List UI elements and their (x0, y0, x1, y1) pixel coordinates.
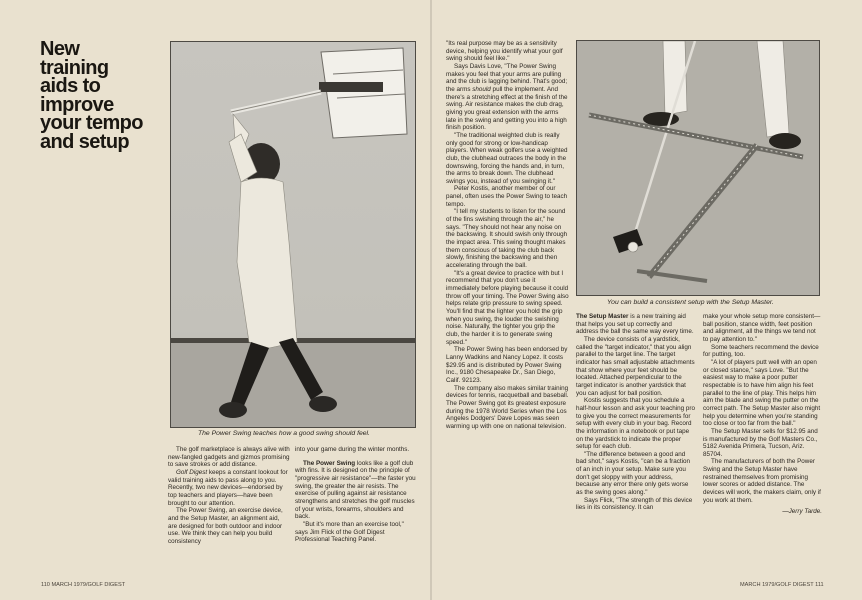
paragraph: The golf marketplace is always alive with new-fangled gadgets and gizmos promising to save strokes or add distance. (168, 446, 290, 469)
headline-line: your tempo (40, 112, 143, 134)
article-headline (40, 40, 170, 151)
author-signature: —Jerry Tarde. (782, 508, 822, 516)
headline-line: and setup (40, 130, 130, 153)
paragraph: Some teachers recommend the device for putting, too. (703, 343, 819, 359)
paragraph: "It's a great device to practice with but I recommend that you don't use it immediately before playing because it could throw off your timing. The Power Swing also helps relate grip pressure to swing speed. You'll find that the lighter you hold the grip when you swing, the louder the swishing noise. Naturally, the tighter you grip the club, the harder it is to generate swing speed." (446, 269, 569, 346)
article-column-5 (703, 313, 822, 516)
caption-setup-master: You can build a consistent setup with the Setup Master. (607, 299, 774, 306)
paragraph-text: Says Davis Love, "The Power Swing makes you feel that your arms are pulling and the club is lagging behind. That's good; the arms (446, 62, 568, 93)
paragraph: into your game during the winter months. (295, 446, 410, 453)
paragraph-text: pull the implement. And there's a stretching effect at the finish of the swing. Air resistance makes the club drag, giving you great extension with the arms late in the swing and getting you into a high finish position. (446, 85, 568, 132)
power-swing-photo (170, 41, 416, 428)
folio-right: MARCH 1979/GOLF DIGEST 111 (740, 582, 824, 588)
folio-left: 110 MARCH 1979/GOLF DIGEST (41, 582, 126, 588)
paragraph: The Power Swing has been endorsed by Lanny Wadkins and Nancy Lopez. It costs $29.95 and is distributed by Power Swing Inc., 9180 Chesapeake Dr., San Diego, Calif. 92123. (446, 346, 568, 384)
page-gutter (430, 0, 432, 600)
headline-line: aids to (40, 75, 101, 97)
article-column-4 (576, 313, 696, 512)
paragraph (295, 460, 417, 521)
article-column-2 (295, 446, 417, 544)
headline-line: improve (40, 93, 114, 116)
paragraph-text: looks like a golf club with fins. It is designed on the principle of "progressive air resistance"—the faster you swing, the greater the air resists. The exercise of pulling against air resistance strengthens and stretches the golf muscles of your wrists, forearms, shoulders and back. (295, 459, 416, 521)
paragraph: The manufacturers of both the Power Swing and the Setup Master have restrained themselves from promising lower scores or added distance. The devices will work, the makers claim, only if you work at them. (703, 458, 821, 504)
paragraph: The Setup Master sells for $12.95 and is manufactured by the Golf Masters Co., 5182 Avenida Primera, Tucson, Ariz. 85704. (703, 427, 818, 458)
section-lead: The Power Swing (303, 459, 356, 467)
emphasis: should (472, 85, 491, 93)
paragraph: "Its real purpose may be as a sensitivity device, helping you identify what your golf swing should feel like." (446, 40, 563, 63)
section-lead: The Setup Master (576, 313, 629, 320)
article-column-3 (446, 40, 569, 430)
paragraph: The company also makes similar training devices for tennis, racquetball and baseball. The Power Swing got its greatest exposure during the 1978 World Series when the Los Angeles Dodgers' Dave Lopes was seen warming up with one on national television. (446, 384, 569, 430)
paragraph: "The difference between a good and bad shot," says Kostis, "can be a fraction of an inch in your setup. Make sure you don't get sloppy with your address, because any error there only gets worse as the swing goes along." (576, 450, 691, 497)
paragraph (446, 63, 569, 132)
paragraph-text: keeps a constant lookout for valid training aids to pass along to you. Recently, two new devices—endorsed by top teachers and players—have been brought to our attention. (168, 468, 288, 507)
headline-line: New (40, 38, 80, 60)
paragraph: make your whole setup more consistent—ball position, stance width, feet position and alignment, all the things we tend not to pay attention to." (703, 313, 821, 343)
paragraph: "The traditional weighted club is really only good for strong or low-handicap players. When weak golfers use a weighted club, the clubhead outraces the body in the downswing, forcing the hands and, in turn, the arms to break down. The clubhead swings you, instead of you swinging it." (446, 131, 568, 185)
paragraph-text: is a new training aid that helps you set up correctly and address the ball the same way every time. (576, 313, 694, 336)
paragraph: Says Flick, "The strength of this device lies in its consistency. It can (576, 496, 693, 512)
paragraph (168, 469, 290, 507)
article-column-1 (168, 446, 290, 546)
setup-master-photo (576, 40, 820, 296)
paragraph (576, 313, 696, 336)
paragraph: The Power Swing, an exercise device, and the Setup Master, an alignment aid, are designed for both outdoor and indoor use. We think they can help you build consistency (168, 507, 283, 545)
headline-line: training (40, 56, 109, 79)
magazine-name: Golf Digest (176, 468, 208, 476)
caption-power-swing: The Power Swing teaches how a good swing should feel. (198, 430, 370, 437)
paragraph: "I tell my students to listen for the sound of the fins swishing through the air," he says. "They should not hear any noise on the backswing. It should swish only through the impact area. This swing thought makes them conscious of taking the club back slowly, finishing the backswing and then accelerating through the ball. (446, 208, 568, 270)
paragraph: Kostis suggests that you schedule a half-hour lesson and ask your teaching pro to give you the correct measurements for setup with every club in your bag. Record the information in a notebook or put tape on the yardstick to indicate the proper setup for each club. (576, 397, 696, 451)
paragraph: "But it's more than an exercise tool," says Jim Flick of the Golf Digest Professional Teaching Panel. (295, 520, 404, 544)
paragraph: "A lot of players putt well with an open or closed stance," says Love. "But the easiest way to make a poor putter respectable is to have him align his feet parallel to the line of play. This helps him aim the blade and swing the putter on the correct path. The Setup Master also might help you determine when you're standing too close or too far from the ball." (703, 358, 821, 428)
paragraph: The device consists of a yardstick, called the "target indicator," that you align parallel to the target line. The target indicator has small adjustable attachments that show where your feet should be located. Attached perpendicular to the target indicator is another yardstick that you can adjust for ball position. (576, 335, 695, 397)
paragraph: Peter Kostis, another member of our panel, often uses the Power Swing to teach tempo. (446, 185, 568, 208)
